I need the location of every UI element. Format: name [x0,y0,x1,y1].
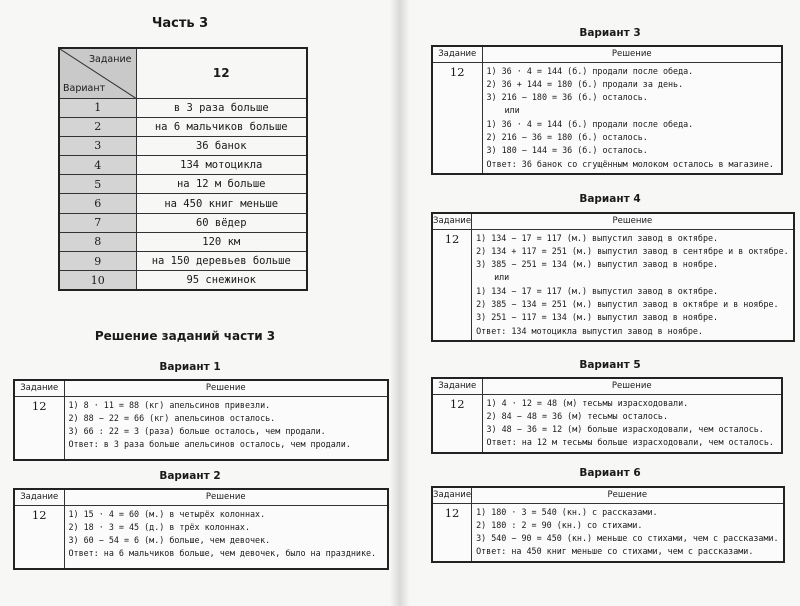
variant2-title: Вариант 2 [159,470,221,482]
variant4-title: Вариант 4 [579,193,641,205]
task-number: 12 [432,229,472,341]
task-number: 12 [14,396,64,460]
answer-value: на 12 м больше [136,175,307,194]
solution-line: 3) 66 : 22 = 3 (раза) больше осталось, чем продали. [68,426,326,437]
solution-line: 2) 216 − 36 = 180 (б.) осталось. [486,131,648,142]
variant2-table [13,488,389,570]
solution-line: 1) 134 − 17 = 117 (м.) выпустил завод в октябре. [476,232,719,243]
answer-row [59,194,307,213]
solution-line: 1) 36 · 4 = 144 (б.) продали после обеда. [486,118,694,129]
solution-line: Ответ: 36 банок со сгущённым молоком осталось в магазине. [486,158,774,169]
solution-line: или [504,105,520,116]
solution-line: 1) 180 · 3 = 540 (кн.) с рассказами. [476,506,658,517]
col-task-header: Задание [432,213,472,229]
answer-value: 36 банок [136,136,307,155]
solution-line: Ответ: в 3 раза больше апельсинов осталось, чем продали. [68,439,351,450]
header-variant-label: Вариант [63,82,106,94]
answer-row [59,136,307,155]
solution-line: Ответ: на 12 м тесьмы больше израсходовали, чем осталось. [486,437,774,448]
col-solution-header: Решение [482,46,782,62]
solution-cell [64,396,388,460]
answer-value: в 3 раза больше [136,98,307,117]
variant-number: 9 [59,252,136,271]
col-task-header: Задание [14,380,64,396]
solution-line: 3) 251 − 117 = 134 (м.) выпустил завод в ноябре. [476,312,719,323]
answer-value: 134 мотоцикла [136,156,307,175]
variant1-table [13,379,389,461]
answer-row [59,117,307,136]
right-page [400,0,800,606]
variant-number: 6 [59,194,136,213]
solution-cell [482,62,782,174]
variant-number: 1 [59,98,136,117]
part-title: Часть 3 [151,16,209,31]
col-task-header: Задание [432,378,482,394]
col-solution-header: Решение [64,380,388,396]
col-solution-header: Решение [472,213,794,229]
solution-line: или [494,272,510,283]
solution-line: Ответ: 134 мотоцикла выпустил завод в ноябре. [476,325,703,336]
task-number: 12 [432,62,482,174]
answer-value: на 6 мальчиков больше [136,117,307,136]
variant-number: 3 [59,136,136,155]
answer-value: 60 вёдер [136,213,307,232]
variant3-title: Вариант 3 [579,27,641,39]
solution-line: 2) 385 − 134 = 251 (м.) выпустил завод в октябре и в ноябре. [476,298,779,309]
solution-cell [472,503,784,562]
solution-line: 3) 180 − 144 = 36 (б.) осталось. [486,145,648,156]
variant3-table [431,45,783,175]
answer-row [59,271,307,290]
col-task-header: Задание [432,46,482,62]
solutions-title: Решение заданий части 3 [94,329,276,343]
answer-row [59,213,307,232]
col-task-header: Задание [432,487,472,503]
variant5-table [431,377,783,454]
solution-line: 3) 60 − 54 = 6 (м.) больше, чем девочек. [68,535,271,546]
solution-line: 3) 385 − 251 = 134 (м.) выпустил завод в ноябре. [476,259,719,270]
solution-line: 3) 48 − 36 = 12 (м) больше израсходовали, чем осталось. [486,424,764,435]
answer-value: 95 снежинок [136,271,307,290]
answer-value: 120 км [136,232,307,251]
answer-row [59,252,307,271]
answer-row [59,98,307,117]
header-diagonal-cell [59,48,136,98]
solution-line: Ответ: на 450 книг меньше со стихами, чем с рассказами. [476,546,754,557]
variant-number: 7 [59,213,136,232]
solution-cell [482,394,782,453]
col-solution-header: Решение [64,489,388,505]
col-solution-header: Решение [472,487,784,503]
answer-value: на 450 книг меньше [136,194,307,213]
col-solution-header: Решение [482,378,782,394]
solution-line: 1) 134 − 17 = 117 (м.) выпустил завод в октябре. [476,285,719,296]
solution-line: 2) 36 + 144 = 180 (б.) продали за день. [486,78,684,89]
answer-value: на 150 деревьев больше [136,252,307,271]
task-number: 12 [432,394,482,453]
variant6-title: Вариант 6 [579,467,641,479]
solution-line: 2) 134 + 117 = 251 (м.) выпустил завод в сентябре и в октябре. [476,245,789,256]
task-number: 12 [14,505,64,569]
variant-number: 5 [59,175,136,194]
solution-line: Ответ: на 6 мальчиков больше, чем девочек, было на празднике. [68,548,377,559]
answer-row [59,156,307,175]
variant5-title: Вариант 5 [579,359,641,371]
solution-line: 3) 216 − 180 = 36 (б.) осталось. [486,92,648,103]
answer-row [59,232,307,251]
solution-line: 1) 4 · 12 = 48 (м) тесьмы израсходовали. [486,397,689,408]
answers-table [58,47,308,291]
solution-line: 1) 8 · 11 = 88 (кг) апельсинов привезли. [68,399,271,410]
header-task-label: Задание [88,54,132,65]
col-task-header: Задание [14,489,64,505]
task-number: 12 [432,503,472,562]
variant-number: 2 [59,117,136,136]
variant-number: 10 [59,271,136,290]
solution-line: 2) 84 − 48 = 36 (м) тесьмы осталось. [486,410,669,421]
header-task-number: 12 [136,48,307,98]
solution-line: 3) 540 − 90 = 450 (кн.) меньше со стихами, чем с рассказами. [476,533,779,544]
solution-line: 1) 36 · 4 = 144 (б.) продали после обеда. [486,65,694,76]
solution-cell [64,505,388,569]
solution-line: 1) 15 · 4 = 60 (м.) в четырёх колоннах. [68,508,266,519]
variant-number: 4 [59,156,136,175]
solution-cell [472,229,794,341]
answer-row [59,175,307,194]
variant-number: 8 [59,232,136,251]
variant4-table [431,212,795,342]
variant1-title: Вариант 1 [159,361,221,373]
variant6-table [431,486,785,563]
solution-line: 2) 18 · 3 = 45 (д.) в трёх колоннах. [68,521,251,532]
solution-line: 2) 88 − 22 = 66 (кг) апельсинов осталось. [68,412,276,423]
solution-line: 2) 180 : 2 = 90 (кн.) со стихами. [476,519,643,530]
